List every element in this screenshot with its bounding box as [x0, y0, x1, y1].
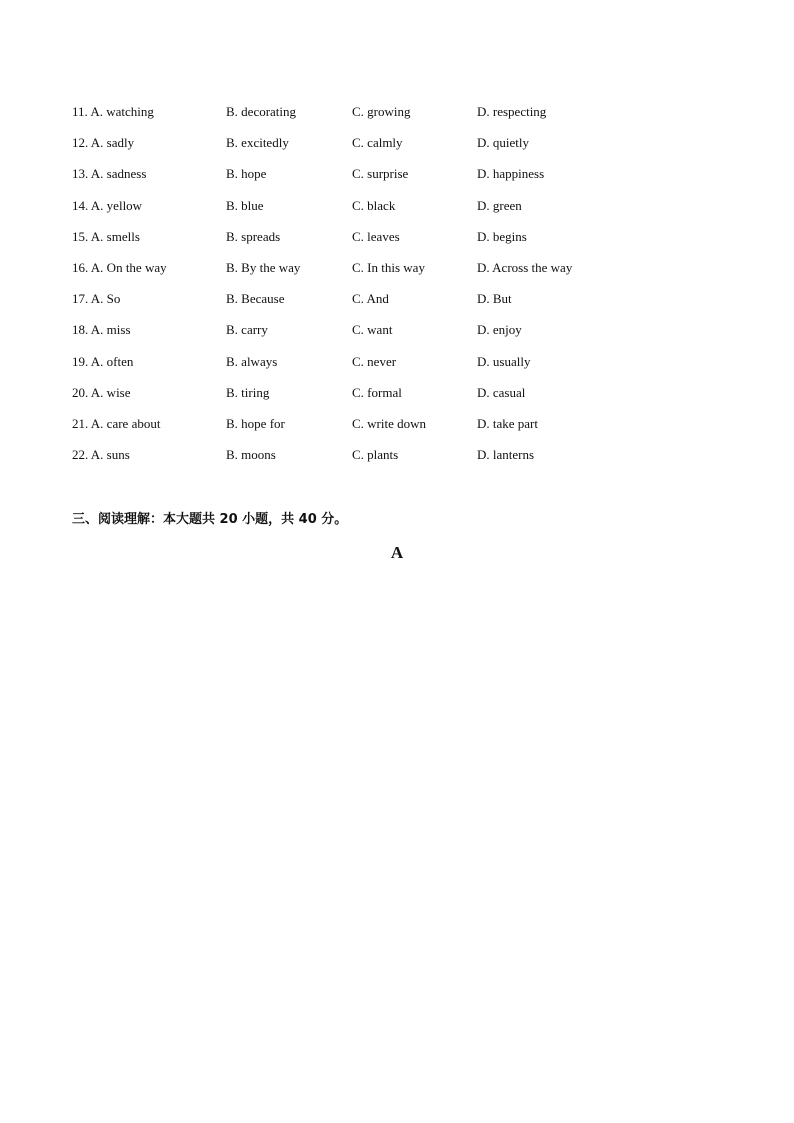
- option-b: [226, 227, 280, 247]
- option-c: [352, 196, 395, 216]
- option-c: [352, 320, 392, 340]
- option-a: [72, 414, 160, 434]
- option-text: D. enjoy: [477, 322, 522, 338]
- passage-title: A: [390, 543, 404, 562]
- option-c: [352, 227, 400, 247]
- option-text: D. casual: [477, 384, 526, 400]
- option-b: [226, 102, 296, 122]
- option-text: A. wise: [90, 384, 131, 400]
- option-a: [72, 289, 120, 309]
- option-text: C. calmly: [352, 135, 403, 151]
- question-row: [72, 227, 672, 258]
- option-text: A. smells: [90, 228, 140, 244]
- option-d: [477, 227, 527, 247]
- option-a: [72, 164, 146, 184]
- option-text: B. always: [226, 353, 278, 369]
- option-text: D. quietly: [477, 135, 529, 151]
- option-a: [72, 383, 131, 403]
- option-c: [352, 164, 408, 184]
- option-text: A. sadly: [90, 135, 135, 151]
- option-text: B. tiring: [226, 384, 270, 400]
- option-b: [226, 164, 266, 184]
- option-d: [477, 102, 546, 122]
- option-d: [477, 414, 538, 434]
- option-text: B. carry: [226, 322, 268, 338]
- question-row: [72, 320, 672, 351]
- question-row: [72, 352, 672, 383]
- question-row: [72, 383, 672, 414]
- option-text: A. care about: [90, 415, 161, 431]
- option-text: A. miss: [90, 322, 131, 338]
- option-text: A. So: [90, 291, 121, 307]
- option-text: A. yellow: [90, 197, 143, 213]
- question-number: 21.: [72, 415, 89, 431]
- option-c: [352, 445, 398, 465]
- option-a: [72, 133, 134, 153]
- option-text: A. suns: [90, 447, 130, 463]
- option-d: [477, 320, 522, 340]
- option-text: D. take part: [477, 415, 539, 431]
- option-c: [352, 383, 402, 403]
- option-d: [477, 258, 572, 278]
- option-b: [226, 445, 276, 465]
- option-d: [477, 383, 525, 403]
- option-a: [72, 227, 140, 247]
- option-text: D. But: [477, 291, 512, 307]
- question-number: 14.: [72, 197, 89, 213]
- option-text: A. watching: [90, 104, 154, 119]
- option-d: [477, 352, 530, 372]
- option-b: [226, 289, 284, 309]
- option-text: C. plants: [352, 447, 399, 463]
- question-row: [72, 133, 672, 164]
- option-text: B. hope for: [226, 415, 285, 431]
- option-text: D. green: [477, 197, 522, 213]
- option-text: C. In this way: [352, 259, 425, 275]
- question-row: [72, 289, 672, 320]
- option-d: [477, 445, 534, 465]
- option-a: [72, 352, 133, 372]
- question-number: 11.: [72, 104, 88, 119]
- option-text: B. By the way: [226, 259, 301, 275]
- option-text: A. often: [90, 353, 134, 369]
- option-c: [352, 414, 426, 434]
- question-number: 15.: [72, 228, 89, 244]
- option-text: C. never: [352, 353, 397, 369]
- option-d: [477, 196, 522, 216]
- question-list: [72, 102, 672, 476]
- option-text: C. write down: [352, 415, 427, 431]
- option-b: [226, 383, 269, 403]
- question-row: [72, 445, 672, 476]
- question-row: [72, 414, 672, 445]
- option-d: [477, 133, 529, 153]
- option-a: [72, 320, 131, 340]
- option-text: C. surprise: [352, 166, 409, 182]
- option-text: C. formal: [352, 384, 402, 400]
- option-c: [352, 289, 389, 309]
- option-c: [352, 102, 411, 122]
- option-c: [352, 352, 396, 372]
- section-heading: 三、阅读理解：本大题共 20 小题，共 40 分。: [72, 512, 348, 527]
- option-text: D. begins: [477, 228, 527, 244]
- question-number: 20.: [72, 384, 89, 400]
- option-text: C. want: [352, 322, 393, 338]
- option-d: [477, 164, 544, 184]
- option-b: [226, 414, 285, 434]
- question-row: [72, 164, 672, 195]
- option-text: B. excitedly: [226, 135, 289, 151]
- option-text: C. growing: [352, 104, 411, 119]
- option-text: D. happiness: [477, 166, 545, 182]
- question-number: 13.: [72, 166, 89, 182]
- question-number: 12.: [72, 135, 89, 151]
- question-number: 22.: [72, 447, 89, 463]
- option-text: A. sadness: [90, 166, 147, 182]
- option-a: [72, 196, 142, 216]
- option-text: B. moons: [226, 447, 276, 463]
- question-number: 17.: [72, 291, 89, 307]
- option-a: [72, 445, 130, 465]
- option-c: [352, 133, 403, 153]
- question-row: [72, 102, 672, 133]
- question-row: [72, 258, 672, 289]
- option-b: [226, 258, 300, 278]
- option-text: D. usually: [477, 353, 531, 369]
- option-text: A. On the way: [90, 259, 167, 275]
- option-text: B. hope: [226, 166, 267, 182]
- option-d: [477, 289, 512, 309]
- option-text: C. black: [352, 197, 396, 213]
- option-text: B. spreads: [226, 228, 281, 244]
- question-number: 18.: [72, 322, 89, 338]
- option-text: C. And: [352, 291, 389, 307]
- option-b: [226, 196, 264, 216]
- option-c: [352, 258, 425, 278]
- option-text: D. Across the way: [477, 259, 573, 275]
- option-a: [72, 102, 154, 122]
- option-b: [226, 133, 289, 153]
- option-text: D. lanterns: [477, 447, 535, 463]
- option-b: [226, 320, 268, 340]
- question-number: 16.: [72, 259, 89, 275]
- option-b: [226, 352, 277, 372]
- question-row: [72, 196, 672, 227]
- option-text: B. Because: [226, 291, 285, 307]
- option-text: B. blue: [226, 197, 264, 213]
- question-number: 19.: [72, 353, 89, 369]
- option-text: B. decorating: [226, 104, 297, 119]
- option-text: C. leaves: [352, 228, 400, 244]
- option-a: [72, 258, 167, 278]
- option-text: D. respecting: [477, 104, 547, 119]
